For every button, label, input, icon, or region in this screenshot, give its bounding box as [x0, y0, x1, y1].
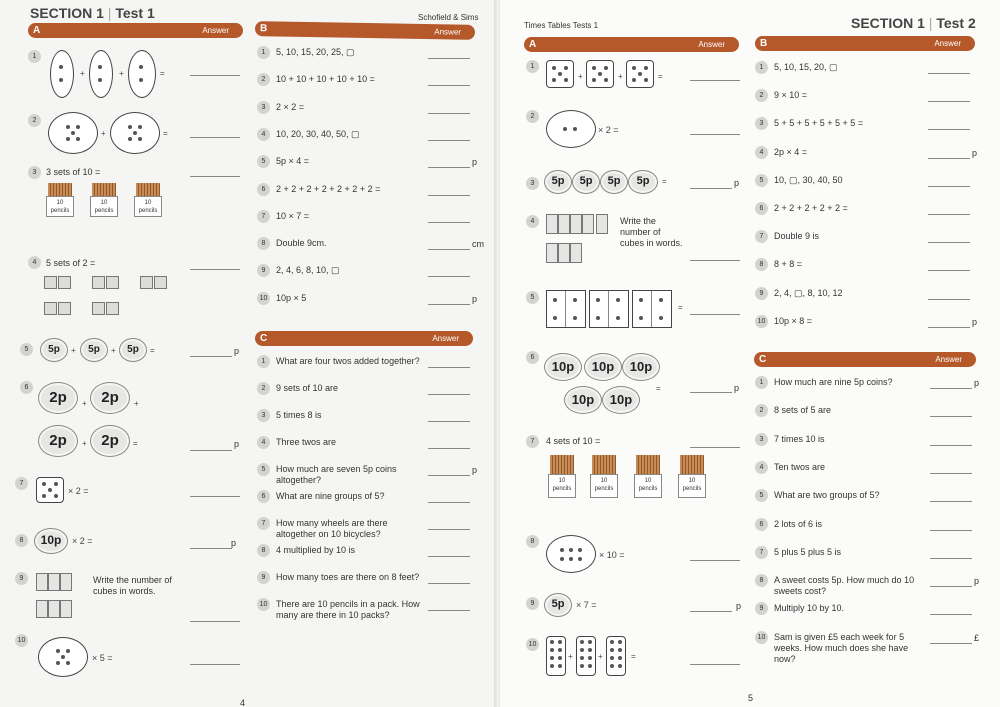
question-text: Sam is given £5 each week for 5 weeks. How much does she have now?: [774, 631, 909, 664]
answer-line[interactable]: [428, 85, 470, 86]
answer-line[interactable]: [190, 75, 240, 76]
answer-line[interactable]: [428, 58, 470, 59]
question-number: 2: [755, 404, 768, 417]
question-number: 7: [257, 517, 270, 530]
coin-10p: 10p: [544, 353, 582, 381]
dice-six: [546, 60, 574, 88]
answer-line[interactable]: [190, 664, 240, 665]
answer-line[interactable]: [928, 101, 970, 102]
answer-line[interactable]: [428, 448, 470, 449]
dots-oval: [50, 50, 74, 98]
pencil-pot: 10 pencils: [634, 455, 662, 505]
coin-5p: 5p: [119, 338, 147, 362]
question-text: 2 + 2 + 2 + 2 + 2 =: [774, 203, 848, 213]
question-number: 3: [257, 409, 270, 422]
domino: [589, 290, 629, 328]
answer-line[interactable]: [190, 450, 232, 451]
question-number: 1: [257, 46, 270, 59]
question-text: What are four twos added together?: [276, 356, 420, 366]
question-number: 5: [755, 174, 768, 187]
question-number: 10: [257, 292, 270, 305]
answer-line[interactable]: [428, 140, 470, 141]
question-text: 2, 4, 6, 8, 10, ▢: [276, 265, 340, 276]
answer-line[interactable]: [690, 80, 740, 81]
question-text: Write the number of cubes in words.: [93, 575, 172, 596]
coin-5p: 5p: [80, 338, 108, 362]
question-number: 9: [526, 597, 539, 610]
answer-line[interactable]: [190, 621, 240, 622]
question-number: 9: [755, 602, 768, 615]
coin-10p: 10p: [584, 353, 622, 381]
question-number: 5: [20, 343, 33, 356]
answer-line[interactable]: [690, 560, 740, 561]
question-number: 3: [755, 117, 768, 130]
question-number: 2: [755, 89, 768, 102]
coin-2p: 2p: [38, 425, 78, 457]
dots-oval: [38, 637, 88, 677]
section-c-header: C Answer: [255, 331, 473, 346]
plus-sign: +: [568, 652, 573, 661]
answer-unit: cm: [472, 239, 484, 250]
question-text: 5, 10, 15, 20, 25, ▢: [276, 47, 355, 57]
question-text: How much are seven 5p coins altogether?: [276, 464, 397, 485]
coin-5p: 5p: [544, 593, 572, 617]
question-text: 5 times 8 is: [276, 410, 322, 420]
answer-line[interactable]: [928, 270, 970, 271]
answer-line[interactable]: [930, 445, 972, 446]
question-text: What are nine groups of 5?: [276, 491, 385, 501]
question-number: 7: [257, 210, 270, 223]
question-text: 5 + 5 + 5 + 5 + 5 + 5 =: [774, 118, 864, 129]
answer-line[interactable]: [930, 388, 972, 389]
pencil-pot: 10 pencils: [46, 183, 74, 217]
answer-line[interactable]: [428, 195, 470, 196]
answer-line[interactable]: [428, 421, 470, 422]
section-title: SECTION 1 | Test 2: [851, 15, 976, 31]
question-text: 10, 20, 30, 40, 50, ▢: [276, 128, 360, 139]
question-number: 10: [257, 598, 270, 611]
question-number: 2: [28, 114, 41, 127]
question-number: 3: [28, 166, 41, 179]
answer-line[interactable]: [690, 664, 740, 665]
answer-unit: p: [974, 576, 980, 587]
answer-line[interactable]: [428, 583, 470, 584]
question-number: 4: [28, 256, 41, 269]
question-number: 7: [15, 477, 28, 490]
answer-line[interactable]: [928, 327, 970, 328]
question-number: 6: [755, 518, 768, 531]
domino: [632, 290, 672, 328]
question-number: 4: [755, 461, 768, 474]
answer-line[interactable]: [690, 611, 732, 612]
question-number: 8: [257, 237, 270, 250]
question-number: 1: [755, 376, 768, 389]
page-number: 5: [748, 693, 754, 703]
dots-oval: [546, 110, 596, 148]
answer-line[interactable]: [190, 548, 232, 549]
answer-line[interactable]: [928, 129, 970, 130]
question-text: Write the number of cubes in words.: [620, 216, 683, 248]
question-number: 1: [257, 355, 270, 368]
book-title: Times Tables Tests 1: [524, 21, 599, 30]
question-text: Ten twos are: [774, 461, 826, 472]
pencil-pot: 10 pencils: [590, 455, 618, 505]
question-number: 6: [257, 490, 270, 503]
answer-line[interactable]: [428, 367, 470, 368]
section-c-header: C Answer: [754, 352, 976, 367]
answer-line[interactable]: [690, 260, 740, 261]
answer-line[interactable]: [690, 134, 740, 135]
question-number: 6: [526, 351, 539, 364]
coin-2p: 2p: [90, 425, 130, 457]
answer-unit: p: [972, 147, 978, 158]
answer-line[interactable]: [690, 392, 732, 393]
question-text: 2, 4, ▢, 8, 10, 12: [774, 287, 843, 298]
answer-line[interactable]: [428, 394, 470, 395]
pencil-pot: 10 pencils: [90, 183, 118, 217]
answer-unit: p: [974, 378, 980, 388]
domino: [546, 290, 586, 328]
answer-line[interactable]: [928, 186, 970, 187]
answer-line[interactable]: [928, 214, 970, 215]
answer-unit: £: [974, 632, 980, 643]
coin-10p: 10p: [34, 528, 68, 554]
coin-5p: 5p: [628, 170, 658, 194]
answer-line[interactable]: [930, 558, 972, 559]
question-text: 10 × 7 =: [276, 210, 310, 221]
question-number: 6: [20, 381, 33, 394]
dice-five: [36, 477, 64, 503]
question-number: 8: [15, 534, 28, 547]
question-text: Double 9cm.: [276, 238, 327, 249]
coin-5p: 5p: [600, 170, 628, 194]
answer-line[interactable]: [428, 304, 470, 305]
answer-line[interactable]: [428, 113, 470, 114]
coin-5p: 5p: [544, 170, 572, 194]
page-number: 4: [240, 698, 246, 707]
answer-line[interactable]: [928, 299, 970, 300]
question-number: 8: [755, 258, 768, 271]
answer-line[interactable]: [428, 529, 470, 530]
question-text: 4 sets of 10 =: [546, 436, 601, 446]
answer-line[interactable]: [930, 614, 972, 615]
answer-line[interactable]: [930, 501, 972, 502]
question-number: 9: [15, 572, 28, 585]
answer-line[interactable]: [690, 188, 732, 189]
question-text: 9 sets of 10 are: [276, 383, 339, 393]
left-page: SECTION 1 | Test 1 Schofield & Sims A Answer B Answer C Answer 1 + + = 2 + = 3 3 sets of 10 = 10 pencils 10 pencils 10 pencils 4 5 sets of 2 = 5 5p + 5p + 5p = p 6 2p + 2p + 2p + 2p = p 7 × 2 = 8 10p × 2 = p 9 Write the number of cubes in words. 10 × 5 = 1 5, 10, 15, 20, 25, ▢ 2 10 + 10 + 10 + 10 + 10 = 3 2 × 2 = 4 10, 20, 30, 40, 50, ▢ 5 5p × 4 = p 6 2 + 2 + 2 + 2 + 2 + 2 + 2 = 7 10 × 7 = 8 Double 9cm. cm 9 2, 4, 6, 8, 10, ▢ 10 10p × 5 p 1 What are four twos added together? 2 9 sets of 10 are 3 5 times 8 is 4 Three twos are 5 How much are seven 5p coins altogether? p 6 What are nine groups of 5? 7 How many wheels are there altogether on 10 bicycles? 8 4 multiplied by 10 is 9 How many toes are there on 8 feet? 10 There are 10 pencils in a pack. How many are there in 10 packs? 4: [0, 0, 496, 707]
pencil-pot: 10 pencils: [678, 455, 706, 505]
answer-line[interactable]: [930, 473, 972, 474]
coin-10p: 10p: [564, 386, 602, 414]
answer-line[interactable]: [428, 222, 470, 223]
coin-5p: 5p: [572, 170, 600, 194]
question-number: 3: [755, 433, 768, 446]
section-a-header: A Answer: [524, 37, 739, 52]
answer-unit: p: [472, 157, 478, 168]
coin-10p: 10p: [622, 353, 660, 381]
answer-line[interactable]: [930, 416, 972, 417]
question-text: 2 + 2 + 2 + 2 + 2 + 2 + 2 =: [276, 183, 381, 194]
question-number: 8: [755, 574, 768, 587]
coin-2p: 2p: [38, 382, 78, 414]
question-text: 5p × 4 =: [276, 156, 310, 167]
question-text: 4 multiplied by 10 is: [276, 545, 356, 555]
question-number: 6: [257, 183, 270, 196]
question-number: 9: [257, 264, 270, 277]
question-number: 2: [257, 382, 270, 395]
question-text: There are 10 pencils in a pack. How many are there in 10 packs?: [276, 599, 420, 620]
coin-10p: 10p: [602, 386, 640, 414]
publisher-label: Schofield & Sims: [418, 13, 479, 22]
question-number: 3: [526, 177, 539, 190]
dice-five: [586, 60, 614, 88]
question-number: 10: [755, 631, 768, 644]
question-text: 7 times 10 is: [774, 433, 825, 444]
question-text: 2 × 2 =: [276, 101, 305, 112]
pencil-pot: 10 pencils: [548, 455, 576, 505]
question-text: A sweet costs 5p. How much do 10 sweets cost?: [774, 575, 915, 597]
question-text: Double 9 is: [774, 231, 820, 242]
answer-line[interactable]: [190, 176, 240, 177]
section-b-header: B Answer: [755, 36, 975, 51]
plus-sign: +: [598, 652, 603, 661]
pencil-pot: 10 pencils: [134, 183, 162, 217]
answer-line[interactable]: [190, 496, 240, 497]
question-number: 5: [755, 489, 768, 502]
question-number: 1: [28, 50, 41, 63]
answer-line[interactable]: [928, 73, 970, 74]
question-number: 1: [755, 61, 768, 74]
question-text: Multiply 10 by 10.: [774, 603, 845, 614]
question-text: 5 plus 5 plus 5 is: [774, 546, 842, 557]
question-number: 5: [526, 291, 539, 304]
question-text: 3 sets of 10 =: [46, 167, 101, 177]
answer-line[interactable]: [428, 502, 470, 503]
dots-oval: [48, 112, 98, 154]
question-text: 5 sets of 2 =: [46, 258, 96, 268]
answer-line[interactable]: [190, 356, 232, 357]
answer-line[interactable]: [428, 475, 470, 476]
answer-line[interactable]: [690, 447, 740, 448]
dots-oval: [110, 112, 160, 154]
answer-line[interactable]: [190, 269, 240, 270]
right-page: Times Tables Tests 1 SECTION 1 | Test 2 A Answer B Answer C Answer 1 + + = 2 × 2 = 3 5p 5p 5p 5p = p 4 Write the number of cubes in words. 5 = 6 10p 10p 10p 10p 10p = p 7 4 sets of 10 = 10 pencils 10 pencils 10 pencils 10 pencils 8 × 10 = 9 5p × 7 = p 10 + + = 1 5, 10, 15, 20, ▢ 2 9 × 10 = 3 5 + 5 + 5 + 5 + 5 + 5 = 4 2p × 4 = p 5 10, ▢, 30, 40, 50 6 2 + 2 + 2 + 2 + 2 = 7 Double 9 is 8 8 + 8 = 9 2, 4, ▢, 8, 10, 12 10 10p × 8 = p 1 How much are nine 5p coins? p 2 8 sets of 5 are 3 7 times 10 is 4 Ten twos are 5 What are two groups of 5? 6 2 lots of 6 is 7 5 plus 5 plus 5 is 8 A sweet costs 5p. How much do 10 sweets cost? p 9 Multiply 10 by 10. 10 Sam is given £5 each week for 5 weeks. How much does she have now? £ 5: [500, 0, 1000, 707]
coin-5p: 5p: [40, 338, 68, 362]
question-number: 7: [526, 435, 539, 448]
question-number: 1: [526, 60, 539, 73]
answer-line[interactable]: [190, 137, 240, 138]
dots-oval: [128, 50, 156, 98]
question-number: 3: [257, 101, 270, 114]
question-number: 9: [257, 571, 270, 584]
question-text: How many toes are there on 8 feet?: [276, 572, 420, 582]
answer-line[interactable]: [690, 314, 740, 315]
question-text: 9 × 10 =: [774, 90, 808, 101]
question-text: How much are nine 5p coins?: [774, 377, 893, 387]
question-text: Three twos are: [276, 437, 337, 447]
question-number: 9: [755, 287, 768, 300]
question-text: 2p × 4 =: [774, 146, 808, 157]
question-number: 4: [755, 146, 768, 159]
answer-line[interactable]: [428, 556, 470, 557]
dice-eight: [576, 636, 596, 676]
question-text: 10 + 10 + 10 + 10 + 10 =: [276, 74, 375, 85]
question-number: 10: [526, 638, 539, 651]
question-text: 8 sets of 5 are: [774, 405, 832, 416]
answer-line[interactable]: [930, 586, 972, 587]
question-number: 8: [257, 544, 270, 557]
question-number: 5: [257, 155, 270, 168]
answer-line[interactable]: [428, 610, 470, 611]
question-text: How many wheels are there altogether on 10 bicycles?: [276, 518, 388, 539]
answer-line[interactable]: [428, 249, 470, 250]
question-number: 2: [526, 110, 539, 123]
answer-unit: p: [972, 316, 978, 327]
question-number: 7: [755, 230, 768, 243]
question-number: 6: [755, 202, 768, 215]
dice-eight: [606, 636, 626, 676]
question-number: 2: [257, 73, 270, 86]
answer-line[interactable]: [930, 530, 972, 531]
question-number: 5: [257, 463, 270, 476]
dots-oval: [89, 50, 113, 98]
section-title: SECTION 1 | Test 1: [30, 5, 155, 21]
dice-eight: [546, 636, 566, 676]
question-text: 10p × 5: [276, 292, 307, 303]
section-b-header: B Answer: [255, 21, 475, 40]
answer-unit: p: [472, 293, 478, 304]
answer-line[interactable]: [930, 643, 972, 644]
question-text: 5, 10, 15, 20, ▢: [774, 62, 838, 72]
question-number: 4: [526, 215, 539, 228]
question-number: 7: [755, 546, 768, 559]
question-text: 10p × 8 =: [774, 315, 813, 326]
answer-line[interactable]: [428, 167, 470, 168]
dice-five: [626, 60, 654, 88]
coin-2p: 2p: [90, 382, 130, 414]
question-number: 4: [257, 436, 270, 449]
answer-line[interactable]: [428, 276, 470, 277]
question-text: What are two groups of 5?: [774, 490, 880, 501]
answer-line[interactable]: [928, 242, 970, 243]
section-a-header: A Answer: [28, 23, 243, 38]
answer-unit: p: [472, 465, 478, 475]
question-text: 8 + 8 =: [774, 259, 803, 270]
question-number: 10: [755, 315, 768, 328]
question-number: 4: [257, 128, 270, 141]
question-text: 10, ▢, 30, 40, 50: [774, 174, 843, 185]
question-number: 10: [15, 634, 28, 647]
answer-line[interactable]: [928, 158, 970, 159]
question-number: 8: [526, 535, 539, 548]
question-text: 2 lots of 6 is: [774, 518, 823, 529]
dots-oval: [546, 535, 596, 573]
